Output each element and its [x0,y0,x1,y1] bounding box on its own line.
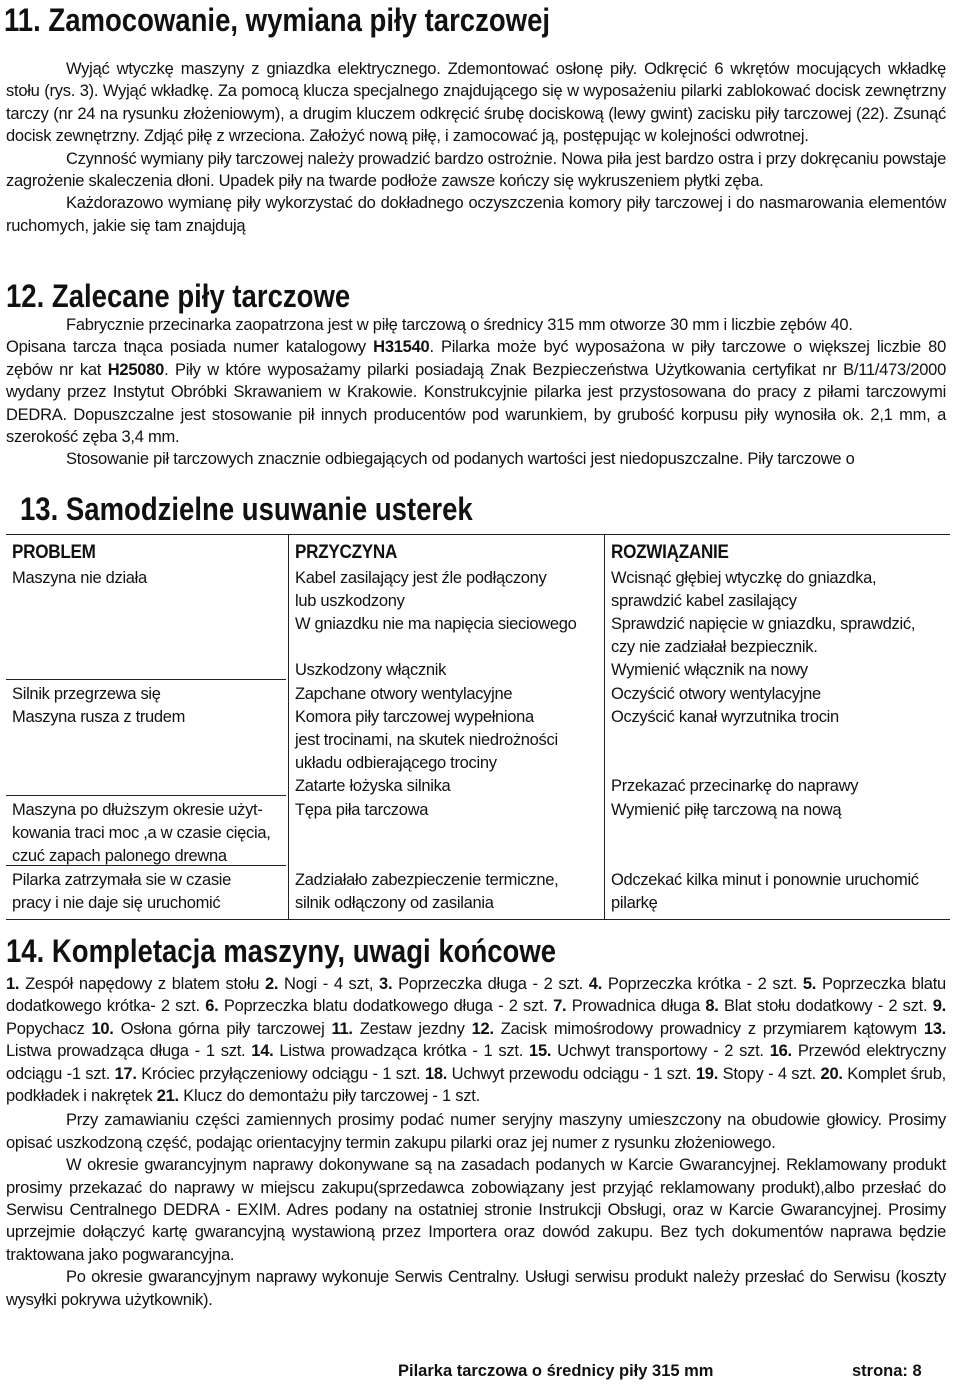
cause-line: silnik odłączony od zasilania [295,894,494,912]
footer-page-number: strona: 8 [852,1362,922,1380]
problem-line: Maszyna rusza z trudem [12,708,186,726]
section-11-paragraph-1: Wyjąć wtyczkę maszyny z gniazdka elektrycznego. Zdemontować osłonę piły. Odkręcić 6 wkrętów mocujących wkładkę stołu (rys. 3). Wyjąć wkładkę. Za pomocą klucza specjalnego znajdującego się w wyposażeniu pilarki zablokować docisk zewnętrzny tarczy (nr 24 na rysunku złożeniowym), a drugim kluczem odkręcić śrubę dociskową (lewy gwint) zacisku piły tarczowej (22). Zsunąć docisk zewnętrzny. Zdjąć piłę z wrzeciona. Założyć nową piłę, i zamocować ją, postępując w kolejności odwrotnej. [6,60,946,146]
solution-line: pilarkę [611,894,658,912]
cause-column [288,535,603,919]
solution-column [604,535,951,919]
parts-list [6,973,946,1107]
section-14-paragraph-2: W okresie gwarancyjnym naprawy dokonywane są na zasadach podanych w Karcie Gwarancyjnej. Reklamowany produkt prosimy przekazać do naprawy w miejscu zakupu(sprzedawca zobowiązany jest przyjąć reklamowany produkt),albo przesłać do Serwisu Centralnego DEDRA - EXIM. Adres podany na ostatniej stronie Instrukcji Obsługi, oraz w Karcie Gwarancyjnej. Prosimy uprzejmie dołączyć kartę gwarancyjną wystawioną przez Importera oraz dowód zakupu. Bez tych dokumentów naprawa będzie traktowana jako pogwarancyjna. [6,1156,946,1264]
problem-1 [12,567,282,590]
solution-line: Oczyścić kanał wyrzutnika trocin [611,708,839,726]
troubleshooting-table [6,534,950,920]
cause-header: PRZYCZYNA [295,542,398,563]
part-number: 14. [251,1042,274,1061]
part-number: 2. [264,975,279,993]
cause-line: Tępa piła tarczowa [295,801,429,819]
part-label: Listwa prowadząca krótka - 1 szt. [273,1042,530,1061]
section-11-body [6,58,946,237]
part-number: 18. [424,1064,448,1083]
cause-1 [295,567,599,682]
part-label: Stopy - 4 szt. [718,1064,821,1083]
part-number: 11. [331,1019,353,1038]
cause-line: Komora piły tarczowej wypełniona [295,708,534,726]
cause-line: Uszkodzony włącznik [295,661,447,679]
cause-line: Zapchane otwory wentylacyjne [295,685,513,703]
solution-line: sprawdzić kabel zasilający [611,592,797,610]
cause-line: lub uszkodzony [295,592,405,610]
part-number: 6. [205,997,219,1016]
solution-line: Sprawdzić napięcie w gniazdku, sprawdzić, [611,615,916,633]
part-number: 9. [932,997,946,1016]
part-number: 7. [553,997,567,1016]
problem-line: kowania traci moc ,a w czasie cięcia, [12,824,271,842]
cause-3 [295,799,599,822]
catalog-text-c: . Piły w które wyposażamy pilarki posiadają Znak Bezpieczeństwa Użytkowania certyfikat nr B/11/473/2000 wydany przez Instytut Obróbki Skrawaniem w Krakowie. Konstrukcyjnie pilarka jest przystosowana do pracy z piłami tarczowymi DEDRA. Dopuszczalne jest stosowanie pił innych producentów pod warunkiem, by grubość korpusu piły wynosiła ok. 2,1 mm, a szerokość zęba 3,4 mm. [6,360,946,447]
part-label: Zacisk mimośrodowy prowadnicy z przymiarem kątowym [493,1019,924,1038]
cause-2 [295,683,599,798]
section-11-heading: 11. Zamocowanie, wymiana piły tarczowej [4,2,551,38]
part-number: 8. [705,997,719,1016]
section-12-paragraph-3: Stosowanie pił tarczowych znacznie odbiegających od podanych wartości jest niedopuszczalne. Piły tarczowe o [66,450,855,469]
part-label: Popychacz [6,1019,92,1038]
problem-line: Maszyna nie działa [12,569,147,587]
part-label: Poprzeczka blatu dodatkowego krótka- 2 szt. [6,975,946,1016]
problem-3 [12,799,282,868]
part-number: 19. [695,1064,719,1083]
solution-line [611,752,947,775]
section-11-paragraph-3: Każdorazowo wymianę piły wykorzystać do dokładnego oczyszczenia komory piły tarczowej i do nasmarowania elementów ruchomych, jakie się tam znajdują [6,194,946,235]
part-number: 12. [471,1019,494,1038]
part-label: Poprzeczka krótka - 2 szt. [602,975,803,993]
solution-4 [611,869,947,915]
solution-3 [611,799,947,822]
part-number: 3. [379,975,393,993]
part-label: Prowadnica długa [566,997,706,1016]
solution-1 [611,567,947,682]
solution-line: Wymienić włącznik na nowy [611,661,808,679]
cause-line: Zadziałało zabezpieczenie termiczne, [295,871,559,889]
catalog-text-a: Opisana tarcza tnąca posiada numer katalogowy [6,338,374,357]
part-number: 1. [6,975,20,993]
cause-line: Kabel zasilający jest źle podłączony [295,569,547,587]
section-13-heading: 13. Samodzielne usuwanie usterek [20,491,473,527]
row-divider [6,865,286,866]
row-divider [6,679,286,680]
solution-line: Odczekać kilka minut i ponownie uruchomić [611,871,919,889]
footer-title: Pilarka tarczowa o średnicy piły 315 mm [398,1362,714,1380]
part-number: 21. [156,1087,179,1106]
part-label: Nogi - 4 szt, [278,975,380,993]
part-number: 20. [820,1064,843,1083]
solution-line [611,729,947,752]
cause-line: układu odbierającego trociny [295,754,497,772]
section-12-body [6,314,946,471]
problem-column [6,535,286,919]
problem-4 [12,869,282,915]
section-12-paragraph-1: Fabrycznie przecinarka zaopatrzona jest w piłę tarczową o średnicy 315 mm otworze 30 mm i liczbie zębów 40. [66,316,853,334]
problem-line: pracy i nie daje się uruchomić [12,894,221,912]
cause-line: W gniazdku nie ma napięcia sieciowego [295,615,577,633]
solution-line: Przekazać przecinarkę do naprawy [611,777,859,795]
part-number: 4. [588,975,603,993]
solution-header: ROZWIĄZANIE [611,542,729,563]
part-label: Poprzeczka blatu dodatkowego długa - 2 szt. [218,997,554,1016]
part-label: Uchwyt przewodu odciągu - 1 szt. [447,1064,696,1083]
part-label: Osłona górna piły tarczowej [113,1019,332,1038]
part-label: Króciec przyłączeniowy odciągu - 1 szt. [136,1064,425,1083]
catalog-number-1: H31540 [373,338,430,357]
solution-line: czy nie zadziałał bezpiecznik. [611,638,818,656]
section-14-heading: 14. Kompletacja maszyny, uwagi końcowe [6,933,557,969]
part-label: Poprzeczka długa - 2 szt. [392,975,589,993]
cause-4 [295,869,599,915]
cause-line [295,636,599,659]
section-14-body [6,973,946,1311]
solution-2 [611,683,947,798]
problem-line: Maszyna po dłuższym okresie użyt- [12,801,263,819]
part-number: 16. [769,1042,792,1061]
part-number: 10. [91,1019,114,1038]
section-12-heading: 12. Zalecane piły tarczowe [6,278,351,314]
part-label: Uchwyt transportowy - 2 szt. [551,1042,770,1061]
part-label: Listwa prowadząca długa - 1 szt. [6,1042,252,1061]
part-label: Przewód elektryczny odciągu -1 szt. [6,1042,946,1083]
cause-line: jest trocinami, na skutek niedrożności [295,731,558,749]
catalog-number-2: H25080 [107,360,165,379]
part-number: 17. [114,1064,137,1083]
part-number: 5. [802,975,817,993]
section-14-paragraph-3: Po okresie gwarancyjnym naprawy wykonuje Serwis Centralny. Usługi serwisu produkt należy przesłać do Serwisu (koszty wysyłki pokrywa użytkownik). [6,1268,946,1309]
problem-line: czuć zapach palonego drewna [12,847,227,865]
part-label: Klucz do demontażu piły tarczowej - 1 szt. [178,1087,480,1106]
part-number: 15. [529,1042,552,1061]
solution-line: Oczyścić otwory wentylacyjne [611,685,821,703]
section-14-paragraph-1: Przy zamawianiu części zamiennych prosimy podać numer seryjny maszyny umieszczony na obudowie głowicy. Prosimy opisać uszkodzoną część, podając orientacyjny termin zakupu pilarki oraz jej numer z rysunku złożeniowego. [6,1111,946,1152]
row-divider [6,795,286,796]
part-label: Zespół napędowy z blatem stołu [19,975,265,993]
solution-line: Wymienić piłę tarczową na nową [611,801,842,819]
catalog-text-b: . Pilarka może być wyposażona w piły tarczowe o większej liczbie 80 zębów nr kat [6,338,947,379]
part-label: Zestaw jezdny [352,1019,472,1038]
part-number: 13. [923,1019,947,1038]
section-12-paragraph-2 [6,336,946,448]
part-label: Blat stołu dodatkowy - 2 szt. [718,997,933,1016]
problem-2 [12,683,282,729]
problem-header: PROBLEM [12,542,96,563]
solution-line: Wcisnąć głębiej wtyczkę do gniazdka, [611,569,877,587]
cause-line: Zatarte łożyska silnika [295,777,451,795]
problem-line: Pilarka zatrzymała sie w czasie [12,871,232,889]
part-label: Komplet śrub, podkładek i nakrętek [6,1064,946,1106]
problem-line: Silnik przegrzewa się [12,685,161,703]
section-11-paragraph-2: Czynność wymiany piły tarczowej należy prowadzić bardzo ostrożnie. Nowa piła jest bardzo ostra i przy dokręcaniu powstaje zagrożenie skaleczenia dłoni. Upadek piły na twarde podłoże zawsze kończy się wykruszeniem płytki zęba. [6,149,946,191]
